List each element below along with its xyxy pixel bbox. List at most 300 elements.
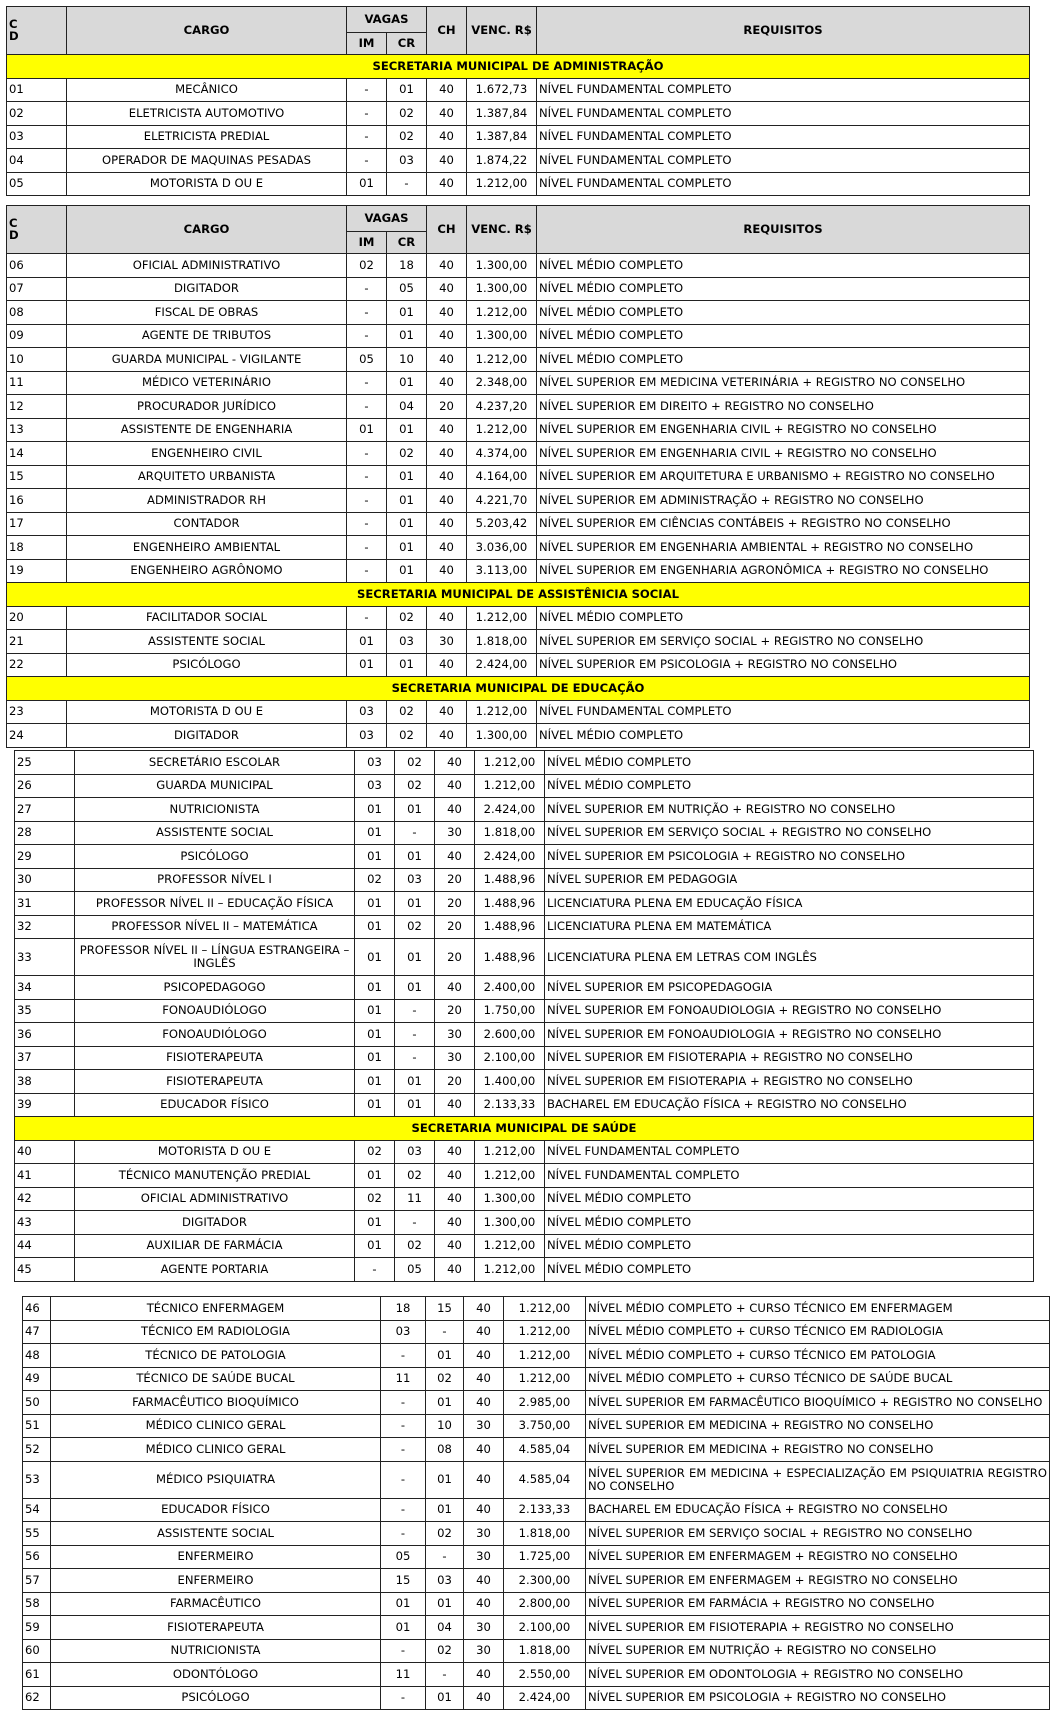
table-block — [22, 1296, 1050, 1710]
im-cell: - — [347, 301, 387, 325]
requisitos-cell: NÍVEL FUNDAMENTAL COMPLETO — [537, 172, 1030, 196]
table-row — [15, 845, 1034, 869]
ch-cell: 40 — [427, 700, 467, 724]
table-row — [7, 606, 1030, 630]
ch-cell: 40 — [427, 489, 467, 513]
cr-header: CR — [387, 33, 427, 55]
cd-cell: 54 — [23, 1498, 51, 1522]
cr-cell: 02 — [387, 442, 427, 466]
cr-cell: 01 — [426, 1461, 464, 1498]
venc-cell: 2.400,00 — [475, 976, 545, 1000]
requisitos-cell: NÍVEL MÉDIO COMPLETO — [545, 751, 1034, 775]
table-row — [7, 78, 1030, 102]
cr-cell: 01 — [395, 1093, 435, 1117]
table-row — [23, 1438, 1050, 1462]
cr-cell: 03 — [387, 630, 427, 654]
cr-cell: 05 — [395, 1258, 435, 1282]
im-cell: 03 — [355, 751, 395, 775]
cd-cell: 46 — [23, 1297, 51, 1321]
requisitos-cell: NÍVEL SUPERIOR EM FONOAUDIOLOGIA + REGISTRO NO CONSELHO — [545, 999, 1034, 1023]
ch-cell: 20 — [435, 892, 475, 916]
venc-header: VENC. R$ — [467, 7, 537, 55]
cr-cell: 03 — [395, 868, 435, 892]
cd-cell: 35 — [15, 999, 75, 1023]
venc-cell: 1.818,00 — [504, 1639, 586, 1663]
im-cell: 01 — [355, 1093, 395, 1117]
cargo-cell: ASSISTENTE SOCIAL — [51, 1522, 381, 1546]
venc-cell: 1.725,00 — [504, 1545, 586, 1569]
ch-cell: 20 — [435, 1070, 475, 1094]
cd-cell: 25 — [15, 751, 75, 775]
cargo-cell: ENGENHEIRO AGRÔNOMO — [67, 559, 347, 583]
requisitos-cell: NÍVEL SUPERIOR EM FARMÁCIA + REGISTRO NO CONSELHO — [586, 1592, 1050, 1616]
cargo-cell: PSICÓLOGO — [75, 845, 355, 869]
im-cell: - — [347, 102, 387, 126]
cr-cell: 02 — [426, 1639, 464, 1663]
cr-cell: - — [395, 1023, 435, 1047]
table-row — [15, 915, 1034, 939]
im-cell: 03 — [347, 700, 387, 724]
table-row — [23, 1320, 1050, 1344]
ch-cell: 40 — [464, 1569, 504, 1593]
im-cell: 01 — [381, 1592, 426, 1616]
cd-cell: 03 — [7, 125, 67, 149]
ch-header: CH — [427, 7, 467, 55]
requisitos-cell: NÍVEL SUPERIOR EM MEDICINA + REGISTRO NO CONSELHO — [586, 1414, 1050, 1438]
ch-cell: 40 — [464, 1438, 504, 1462]
venc-cell: 1.212,00 — [475, 1164, 545, 1188]
venc-cell: 1.387,84 — [467, 125, 537, 149]
cr-cell: 01 — [387, 559, 427, 583]
ch-cell: 40 — [427, 324, 467, 348]
im-cell: - — [347, 149, 387, 173]
requisitos-cell: NÍVEL FUNDAMENTAL COMPLETO — [537, 78, 1030, 102]
table-row — [15, 1070, 1034, 1094]
requisitos-cell: NÍVEL SUPERIOR EM PSICOPEDAGOGIA — [545, 976, 1034, 1000]
requisitos-cell: NÍVEL SUPERIOR EM ODONTOLOGIA + REGISTRO NO CONSELHO — [586, 1663, 1050, 1687]
table-row — [7, 149, 1030, 173]
cd-cell: 01 — [7, 78, 67, 102]
cd-cell: 44 — [15, 1234, 75, 1258]
requisitos-cell: NÍVEL SUPERIOR EM ENFERMAGEM + REGISTRO NO CONSELHO — [586, 1545, 1050, 1569]
cargo-cell: MECÂNICO — [67, 78, 347, 102]
ch-cell: 40 — [435, 1140, 475, 1164]
cargo-cell: ENFERMEIRO — [51, 1569, 381, 1593]
venc-cell: 1.212,00 — [475, 751, 545, 775]
requisitos-header: REQUISITOS — [537, 206, 1030, 254]
table-row — [23, 1686, 1050, 1710]
cr-cell: 01 — [387, 489, 427, 513]
venc-cell: 1.212,00 — [467, 418, 537, 442]
cargo-cell: ENGENHEIRO AMBIENTAL — [67, 536, 347, 560]
ch-cell: 40 — [427, 301, 467, 325]
im-cell: 01 — [355, 915, 395, 939]
venc-cell: 2.550,00 — [504, 1663, 586, 1687]
cd-cell: 09 — [7, 324, 67, 348]
cargo-cell: PSICÓLOGO — [51, 1686, 381, 1710]
requisitos-cell: NÍVEL MÉDIO COMPLETO + CURSO TÉCNICO DE SAÚDE BUCAL — [586, 1367, 1050, 1391]
cd-cell: 36 — [15, 1023, 75, 1047]
cargo-cell: PROFESSOR NÍVEL I — [75, 868, 355, 892]
cd-cell: 21 — [7, 630, 67, 654]
cd-cell: 07 — [7, 277, 67, 301]
vagas-header: VAGAS — [347, 206, 427, 232]
section-row — [7, 583, 1030, 607]
venc-cell: 1.818,00 — [504, 1522, 586, 1546]
requisitos-cell: NÍVEL FUNDAMENTAL COMPLETO — [537, 125, 1030, 149]
cargo-cell: EDUCADOR FÍSICO — [51, 1498, 381, 1522]
table-row — [23, 1414, 1050, 1438]
cargo-cell: FISIOTERAPEUTA — [51, 1616, 381, 1640]
im-cell: - — [347, 465, 387, 489]
im-cell: - — [347, 442, 387, 466]
cargo-cell: PROCURADOR JURÍDICO — [67, 395, 347, 419]
cr-cell: 18 — [387, 254, 427, 278]
cd-cell: 23 — [7, 700, 67, 724]
table-row — [15, 798, 1034, 822]
venc-cell: 5.203,42 — [467, 512, 537, 536]
im-cell: 11 — [381, 1367, 426, 1391]
cr-cell: 02 — [395, 1164, 435, 1188]
cd-cell: 08 — [7, 301, 67, 325]
im-cell: - — [347, 78, 387, 102]
requisitos-cell: NÍVEL SUPERIOR EM MEDICINA + ESPECIALIZAÇÃO EM PSIQUIATRIA REGISTRO NO CONSELHO — [586, 1461, 1050, 1498]
venc-cell: 3.113,00 — [467, 559, 537, 583]
ch-cell: 30 — [464, 1639, 504, 1663]
venc-cell: 1.750,00 — [475, 999, 545, 1023]
venc-cell: 1.488,96 — [475, 915, 545, 939]
venc-cell: 2.424,00 — [467, 653, 537, 677]
requisitos-cell: NÍVEL SUPERIOR EM FISIOTERAPIA + REGISTRO NO CONSELHO — [586, 1616, 1050, 1640]
vagas-header: VAGAS — [347, 7, 427, 33]
venc-cell: 1.300,00 — [475, 1211, 545, 1235]
cr-cell: 01 — [395, 939, 435, 976]
cargo-cell: TÉCNICO DE SAÚDE BUCAL — [51, 1367, 381, 1391]
im-cell: - — [347, 277, 387, 301]
im-cell: 01 — [355, 1234, 395, 1258]
cargo-cell: AGENTE PORTARIA — [75, 1258, 355, 1282]
table-row — [7, 324, 1030, 348]
cr-cell: 01 — [387, 78, 427, 102]
im-cell: 01 — [355, 999, 395, 1023]
requisitos-cell: NÍVEL MÉDIO COMPLETO — [537, 301, 1030, 325]
cr-cell: 01 — [426, 1391, 464, 1415]
ch-cell: 30 — [464, 1522, 504, 1546]
cargo-cell: FISCAL DE OBRAS — [67, 301, 347, 325]
venc-cell: 1.212,00 — [504, 1320, 586, 1344]
requisitos-cell: NÍVEL FUNDAMENTAL COMPLETO — [545, 1140, 1034, 1164]
cd-cell: 32 — [15, 915, 75, 939]
ch-cell: 40 — [427, 512, 467, 536]
cd-cell: 58 — [23, 1592, 51, 1616]
cargo-cell: ASSISTENTE DE ENGENHARIA — [67, 418, 347, 442]
cd-cell: 61 — [23, 1663, 51, 1687]
ch-cell: 40 — [427, 465, 467, 489]
venc-cell: 2.424,00 — [475, 798, 545, 822]
cargo-cell: PSICÓLOGO — [67, 653, 347, 677]
cd-cell: 57 — [23, 1569, 51, 1593]
im-cell: - — [347, 371, 387, 395]
ch-cell: 40 — [464, 1297, 504, 1321]
cr-cell: 01 — [426, 1686, 464, 1710]
venc-cell: 1.488,96 — [475, 868, 545, 892]
cargo-cell: MÉDICO VETERINÁRIO — [67, 371, 347, 395]
requisitos-cell: LICENCIATURA PLENA EM EDUCAÇÃO FÍSICA — [545, 892, 1034, 916]
cr-cell: 08 — [426, 1438, 464, 1462]
im-cell: - — [347, 536, 387, 560]
cr-cell: - — [426, 1663, 464, 1687]
cr-cell: 04 — [426, 1616, 464, 1640]
table-row — [23, 1391, 1050, 1415]
cargo-cell: CONTADOR — [67, 512, 347, 536]
im-cell: - — [381, 1438, 426, 1462]
requisitos-cell: NÍVEL MÉDIO COMPLETO — [545, 1258, 1034, 1282]
table-row — [23, 1522, 1050, 1546]
section-title: SECRETARIA MUNICIPAL DE ADMINISTRAÇÃO — [7, 55, 1030, 79]
ch-cell: 40 — [427, 653, 467, 677]
cd-cell: 18 — [7, 536, 67, 560]
table-block — [6, 205, 1030, 748]
im-cell: 01 — [355, 1211, 395, 1235]
cargo-cell: MÉDICO CLINICO GERAL — [51, 1414, 381, 1438]
venc-cell: 1.212,00 — [467, 348, 537, 372]
table-row — [7, 254, 1030, 278]
ch-cell: 30 — [464, 1545, 504, 1569]
requisitos-header: REQUISITOS — [537, 7, 1030, 55]
venc-cell: 1.874,22 — [467, 149, 537, 173]
venc-cell: 1.818,00 — [475, 821, 545, 845]
ch-cell: 40 — [435, 1093, 475, 1117]
requisitos-cell: NÍVEL MÉDIO COMPLETO — [537, 606, 1030, 630]
ch-cell: 40 — [435, 1187, 475, 1211]
cd-cell: 16 — [7, 489, 67, 513]
cargo-cell: AGENTE DE TRIBUTOS — [67, 324, 347, 348]
venc-cell: 1.818,00 — [467, 630, 537, 654]
venc-cell: 1.212,00 — [504, 1344, 586, 1368]
im-cell: - — [381, 1344, 426, 1368]
cd-cell: 24 — [7, 724, 67, 748]
venc-cell: 2.100,00 — [475, 1046, 545, 1070]
ch-header: CH — [427, 206, 467, 254]
requisitos-cell: NÍVEL MÉDIO COMPLETO — [537, 724, 1030, 748]
im-cell: 01 — [355, 892, 395, 916]
cd-cell: 22 — [7, 653, 67, 677]
im-cell: 01 — [355, 1023, 395, 1047]
section-row — [15, 1117, 1034, 1141]
venc-cell: 2.600,00 — [475, 1023, 545, 1047]
im-cell: 02 — [355, 868, 395, 892]
cargo-cell: TÉCNICO EM RADIOLOGIA — [51, 1320, 381, 1344]
table-row — [23, 1297, 1050, 1321]
im-header: IM — [347, 33, 387, 55]
cd-cell: 42 — [15, 1187, 75, 1211]
cd-cell: 26 — [15, 774, 75, 798]
requisitos-cell: NÍVEL SUPERIOR EM PEDAGOGIA — [545, 868, 1034, 892]
cd-cell: 38 — [15, 1070, 75, 1094]
cr-cell: 11 — [395, 1187, 435, 1211]
im-cell: - — [381, 1686, 426, 1710]
ch-cell: 40 — [435, 976, 475, 1000]
im-cell: 02 — [355, 1140, 395, 1164]
venc-cell: 4.237,20 — [467, 395, 537, 419]
cr-cell: 03 — [395, 1140, 435, 1164]
im-cell: 02 — [355, 1187, 395, 1211]
cd-cell: 27 — [15, 798, 75, 822]
requisitos-cell: NÍVEL SUPERIOR EM ENGENHARIA CIVIL + REGISTRO NO CONSELHO — [537, 418, 1030, 442]
cd-cell: 12 — [7, 395, 67, 419]
table-row — [15, 1234, 1034, 1258]
cargo-cell: AUXILIAR DE FARMÁCIA — [75, 1234, 355, 1258]
cr-cell: 01 — [426, 1344, 464, 1368]
requisitos-cell: NÍVEL FUNDAMENTAL COMPLETO — [537, 102, 1030, 126]
venc-cell: 1.300,00 — [467, 277, 537, 301]
cargo-cell: MÉDICO CLINICO GERAL — [51, 1438, 381, 1462]
section-title: SECRETARIA MUNICIPAL DE SAÚDE — [15, 1117, 1034, 1141]
cr-header: CR — [387, 232, 427, 254]
cd-cell: 49 — [23, 1367, 51, 1391]
cargo-cell: TÉCNICO DE PATOLOGIA — [51, 1344, 381, 1368]
table-row — [7, 301, 1030, 325]
im-cell: - — [347, 395, 387, 419]
cr-cell: 02 — [387, 724, 427, 748]
requisitos-cell: NÍVEL MÉDIO COMPLETO — [545, 1187, 1034, 1211]
requisitos-cell: NÍVEL MÉDIO COMPLETO — [537, 348, 1030, 372]
cargo-cell: DIGITADOR — [67, 277, 347, 301]
ch-cell: 40 — [427, 78, 467, 102]
header-row — [7, 7, 1030, 33]
table-row — [7, 277, 1030, 301]
table-row — [7, 172, 1030, 196]
cargo-cell: ENGENHEIRO CIVIL — [67, 442, 347, 466]
venc-cell: 2.348,00 — [467, 371, 537, 395]
cargo-cell: PSICOPEDAGOGO — [75, 976, 355, 1000]
cr-cell: 02 — [387, 125, 427, 149]
requisitos-cell: NÍVEL SUPERIOR EM SERVIÇO SOCIAL + REGISTRO NO CONSELHO — [586, 1522, 1050, 1546]
table-row — [7, 536, 1030, 560]
venc-cell: 3.036,00 — [467, 536, 537, 560]
cd-cell: 48 — [23, 1344, 51, 1368]
im-cell: 01 — [355, 821, 395, 845]
requisitos-cell: NÍVEL FUNDAMENTAL COMPLETO — [545, 1164, 1034, 1188]
cr-cell: 02 — [387, 606, 427, 630]
table-row — [15, 1140, 1034, 1164]
requisitos-cell: NÍVEL MÉDIO COMPLETO — [545, 774, 1034, 798]
cr-cell: 01 — [387, 512, 427, 536]
requisitos-cell: NÍVEL SUPERIOR EM ENGENHARIA AMBIENTAL + REGISTRO NO CONSELHO — [537, 536, 1030, 560]
requisitos-cell: NÍVEL SUPERIOR EM ENGENHARIA CIVIL + REGISTRO NO CONSELHO — [537, 442, 1030, 466]
cargo-cell: ASSISTENTE SOCIAL — [75, 821, 355, 845]
ch-cell: 40 — [435, 1211, 475, 1235]
cd-cell: 34 — [15, 976, 75, 1000]
table-row — [7, 653, 1030, 677]
section-row — [7, 677, 1030, 701]
cargo-cell: DIGITADOR — [75, 1211, 355, 1235]
cd-cell: 55 — [23, 1522, 51, 1546]
table-row — [7, 630, 1030, 654]
requisitos-cell: NÍVEL MÉDIO COMPLETO — [545, 1211, 1034, 1235]
venc-cell: 4.374,00 — [467, 442, 537, 466]
cd-header — [7, 7, 67, 55]
table-row — [15, 1023, 1034, 1047]
table-row — [23, 1639, 1050, 1663]
venc-cell: 2.424,00 — [475, 845, 545, 869]
ch-cell: 40 — [464, 1367, 504, 1391]
ch-cell: 40 — [427, 536, 467, 560]
venc-cell: 1.212,00 — [467, 172, 537, 196]
cr-cell: - — [395, 1046, 435, 1070]
im-cell: - — [381, 1414, 426, 1438]
requisitos-cell: NÍVEL SUPERIOR EM ARQUITETURA E URBANISMO + REGISTRO NO CONSELHO — [537, 465, 1030, 489]
cargo-cell: GUARDA MUNICIPAL — [75, 774, 355, 798]
ch-cell: 40 — [427, 125, 467, 149]
im-cell: - — [381, 1639, 426, 1663]
ch-cell: 30 — [464, 1414, 504, 1438]
cargo-cell: OPERADOR DE MAQUINAS PESADAS — [67, 149, 347, 173]
cargo-cell: MOTORISTA D OU E — [67, 700, 347, 724]
requisitos-cell: NÍVEL FUNDAMENTAL COMPLETO — [537, 149, 1030, 173]
cr-cell: 15 — [426, 1297, 464, 1321]
requisitos-cell: NÍVEL SUPERIOR EM CIÊNCIAS CONTÁBEIS + REGISTRO NO CONSELHO — [537, 512, 1030, 536]
cd-cell: 40 — [15, 1140, 75, 1164]
cargo-cell: PROFESSOR NÍVEL II – MATEMÁTICA — [75, 915, 355, 939]
cd-cell: 59 — [23, 1616, 51, 1640]
cr-cell: 02 — [395, 1234, 435, 1258]
cr-cell: 10 — [387, 348, 427, 372]
venc-cell: 1.212,00 — [504, 1297, 586, 1321]
table-row — [23, 1663, 1050, 1687]
ch-cell: 40 — [435, 774, 475, 798]
requisitos-cell: NÍVEL SUPERIOR EM FARMACÊUTICO BIOQUÍMICO + REGISTRO NO CONSELHO — [586, 1391, 1050, 1415]
im-cell: - — [347, 125, 387, 149]
cd-cell: 52 — [23, 1438, 51, 1462]
table-row — [15, 976, 1034, 1000]
im-cell: - — [347, 512, 387, 536]
cd-cell: 11 — [7, 371, 67, 395]
table-row — [7, 489, 1030, 513]
cargo-cell: FONOAUDIÓLOGO — [75, 1023, 355, 1047]
requisitos-cell: NÍVEL MÉDIO COMPLETO — [537, 277, 1030, 301]
cr-cell: 01 — [395, 1070, 435, 1094]
cd-cell: 15 — [7, 465, 67, 489]
cd-cell: 14 — [7, 442, 67, 466]
ch-cell: 40 — [435, 1258, 475, 1282]
venc-cell: 3.750,00 — [504, 1414, 586, 1438]
table-block — [6, 6, 1030, 196]
cr-cell: 02 — [387, 700, 427, 724]
section-title: SECRETARIA MUNICIPAL DE ASSISTÊNICIA SOCIAL — [7, 583, 1030, 607]
cr-cell: - — [426, 1320, 464, 1344]
cd-cell: 41 — [15, 1164, 75, 1188]
table-row — [7, 125, 1030, 149]
venc-cell: 1.212,00 — [475, 1140, 545, 1164]
requisitos-cell: NÍVEL MÉDIO COMPLETO + CURSO TÉCNICO EM PATOLOGIA — [586, 1344, 1050, 1368]
table-row — [15, 1046, 1034, 1070]
ch-cell: 40 — [427, 102, 467, 126]
table-row — [23, 1545, 1050, 1569]
cr-cell: 02 — [426, 1367, 464, 1391]
cargo-cell: OFICIAL ADMINISTRATIVO — [67, 254, 347, 278]
im-cell: 01 — [355, 1164, 395, 1188]
table-row — [15, 1187, 1034, 1211]
table-row — [15, 774, 1034, 798]
cargo-cell: TÉCNICO ENFERMAGEM — [51, 1297, 381, 1321]
cargo-cell: FARMACÊUTICO BIOQUÍMICO — [51, 1391, 381, 1415]
im-cell: 03 — [347, 724, 387, 748]
ch-cell: 40 — [464, 1592, 504, 1616]
ch-cell: 20 — [435, 939, 475, 976]
cr-cell: - — [426, 1545, 464, 1569]
im-cell: 01 — [347, 172, 387, 196]
